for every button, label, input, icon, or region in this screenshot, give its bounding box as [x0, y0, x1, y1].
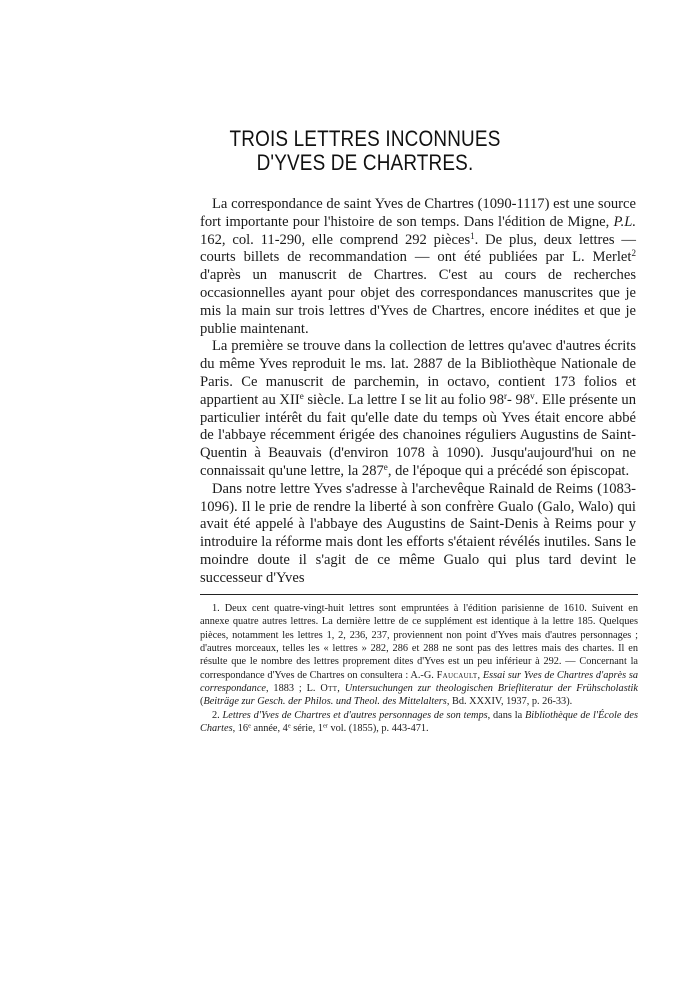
text-run: ,	[337, 683, 345, 695]
footnote-ref-2[interactable]: 2	[631, 248, 636, 259]
text-run: , 1883 ; L.	[265, 683, 321, 695]
work-title: Lettres d'Yves de Chartres et d'autres personnages de son temps	[219, 709, 488, 721]
text-run: Dans notre lettre Yves s'adresse à l'archevêque Rainald de Reims (1083-1096). Il le prie de rendre la liberté à son confrère Gualo (Galo, Walo) qui avait été appelé à l'abbaye des Augustins de Saint-Denis à Reims pour y introduire la réforme mais dont les efforts s'étaient révélés inutiles. Sans le moindre doute il s'agit de ce même Gualo qui plus tard devint le successeur d'Yves	[200, 480, 636, 586]
superscript: r	[504, 390, 508, 401]
text-run: La première se trouve dans la collection de lettres qu'avec d'autres écrits du même Yves reproduit le ms. lat. 2887 de la Bibliothèque Nationale de Paris. Ce manuscrit de parchemin, in octavo, contient 173 folios et appartient au XII	[200, 338, 636, 408]
text-run: . De plus, deux lettres — courts billets de recommandation — ont été publiées par L. Merlet	[200, 231, 636, 266]
text-run: 162, col. 11-290, elle comprend 292 pièces	[200, 231, 471, 248]
text-run: Deux cent quatre-vingt-huit lettres sont empruntées à l'édition parisienne de 1610. Suivent en annexe quatre autres lettres. La dernière lettre de ce supplément est identique à la lettre 185. Quelques pièces, notamment les lettres 1, 2, 236, 237, proviennent non point d'Yves mais d'autres personnages ; d'autres morceaux, telles les « lettres » 282, 286 et 288 ne sont pas des lettres mais des chartes. Il en résulte que le nombre des lettres proprement dites d'Yves est un peu inférieur à 292. — Concernant la correspondance d'Yves de Chartres on consultera : A.-G.	[200, 603, 638, 681]
footnote-ref-1[interactable]: 1	[470, 230, 475, 241]
text-run: (	[200, 696, 204, 708]
paragraph-2	[200, 338, 636, 480]
superscript: v	[530, 390, 535, 401]
title-line-1: TROIS LETTRES INCONNUES	[229, 126, 501, 151]
text-run: , de l'époque qui a précédé son épiscopat.	[387, 462, 630, 479]
text-run: , Bd. XXXIV, 1937, p. 26-33).	[446, 696, 573, 708]
footnote-2	[200, 709, 638, 736]
superscript: e	[299, 390, 304, 401]
work-title: Essai sur Yves de Chartres d'après sa correspondance	[200, 669, 638, 695]
text-run: année, 4	[250, 723, 288, 735]
footnote-number: 1.	[212, 603, 220, 614]
work-title: Beiträge zur Gesch. der Philos. und Theol. des Mittelalters	[203, 696, 447, 708]
title-line-2: D'YVES DE CHARTRES.	[256, 150, 474, 175]
text-run: vol. (1855), p. 443-471.	[327, 723, 429, 735]
body-text	[200, 196, 636, 588]
footnotes	[200, 602, 638, 735]
text-run: siècle. La lettre I se lit au folio 98	[303, 391, 504, 408]
superscript: e	[248, 722, 251, 730]
superscript: e	[287, 722, 291, 730]
footnote-number: 2.	[212, 709, 220, 721]
text-run: - 98	[507, 391, 531, 408]
text-run: , 16	[232, 723, 249, 735]
author-name: Faucault	[436, 669, 478, 681]
text-run: La correspondance de saint Yves de Chartres (1090-1117) est une source fort importante pour l'histoire de son temps. Dans l'édition de Migne,	[200, 196, 636, 230]
author-name: Ott	[320, 683, 338, 695]
patrologia-abbrev: P.L.	[613, 213, 636, 230]
paragraph-1	[200, 196, 636, 338]
footnote-1	[200, 602, 638, 709]
text-run: ,	[477, 669, 483, 681]
work-title: Bibliothèque de l'École des Chartes	[200, 709, 638, 735]
superscript: er	[322, 722, 328, 730]
paragraph-3	[200, 481, 636, 588]
text-run: série, 1	[290, 723, 323, 735]
work-title: Untersuchungen zur theologischen Briefliteratur der Frühscholastik	[344, 683, 638, 695]
text-run: . Elle présente un particulier intérêt du fait qu'elle date du temps où Yves était encore abbé de l'abbaye récemment érigée des chanoines réguliers Augustins de Saint-Quentin à Beauvais (d'environ 1078 à 1090). Jusqu'aujourd'hui on ne connaissait qu'une lettre, la 287	[200, 391, 637, 479]
superscript: e	[383, 461, 388, 472]
text-run: d'après un manuscrit de Chartres. C'est au cours de recherches occasionnelles ayant pour objet des correspondances manuscrites que je mis la main sur trois lettres d'Yves de Chartres, encore inédites et que je publie maintenant.	[200, 267, 636, 337]
footnote-rule	[200, 594, 638, 595]
text-run: , dans la	[487, 709, 525, 721]
